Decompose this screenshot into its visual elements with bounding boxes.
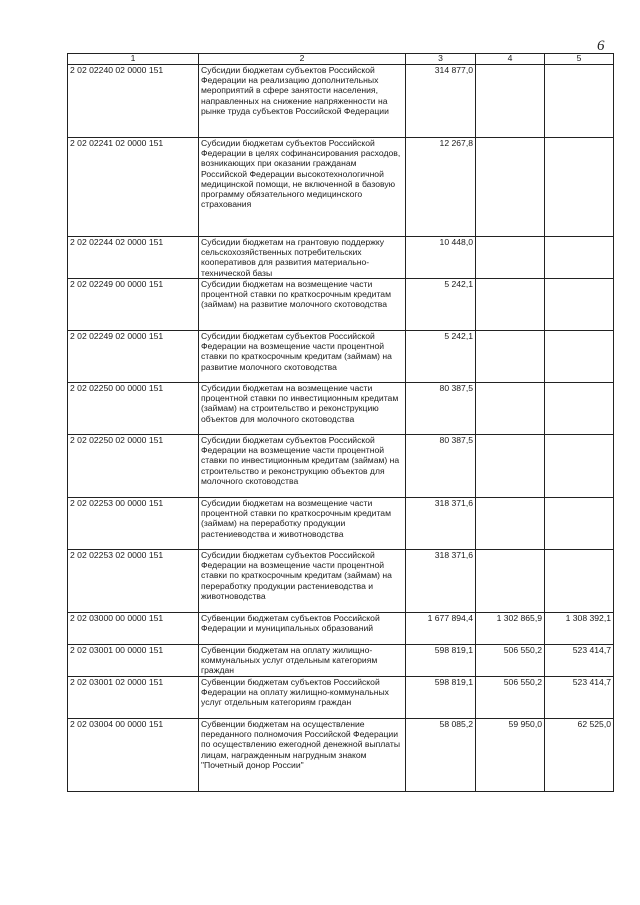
table-row: [68, 613, 614, 645]
column-header-1: 1: [68, 54, 199, 65]
revenue-code: 2 02 03001 00 0000 151: [68, 645, 199, 677]
amount-col3: 1 677 894,4: [406, 613, 476, 645]
amount-col4: [476, 237, 545, 279]
amount-col5: 523 414,7: [545, 645, 614, 677]
revenue-code: 2 02 03000 00 0000 151: [68, 613, 199, 645]
revenue-code: 2 02 02244 02 0000 151: [68, 237, 199, 279]
amount-col3: 5 242,1: [406, 331, 476, 383]
amount-col5: [545, 498, 614, 550]
revenue-name: Субвенции бюджетам субъектов Российской Федерации и муниципальных образований: [199, 613, 406, 645]
revenue-code: 2 02 02250 02 0000 151: [68, 435, 199, 498]
amount-col3: 5 242,1: [406, 279, 476, 331]
amount-col3: 318 371,6: [406, 498, 476, 550]
amount-col5: 523 414,7: [545, 677, 614, 719]
table-row: [68, 435, 614, 498]
amount-col4: 1 302 865,9: [476, 613, 545, 645]
revenue-name: Субсидии бюджетам субъектов Российской Федерации на возмещение части процентной ставки по инвестиционным кредитам (займам) на строительство и реконструкцию объектов для молочного скотоводства: [199, 435, 406, 498]
amount-col5: [545, 279, 614, 331]
amount-col4: 59 950,0: [476, 719, 545, 792]
revenue-code: 2 02 02249 00 0000 151: [68, 279, 199, 331]
amount-col5: 62 525,0: [545, 719, 614, 792]
column-header-5: 5: [545, 54, 614, 65]
column-header-3: 3: [406, 54, 476, 65]
table-row: [68, 65, 614, 138]
revenue-name: Субвенции бюджетам на оплату жилищно-коммунальных услуг отдельным категориям граждан: [199, 645, 406, 677]
revenue-name: Субсидии бюджетам субъектов Российской Федерации в целях софинансирования расходов, возникающих при оказании гражданам Российской Федерации высокотехнологичной медицинской помощи, не включенной в базовую программу обязательного медицинского страхования: [199, 138, 406, 237]
revenue-name: Субвенции бюджетам субъектов Российской Федерации на оплату жилищно-коммунальных услуг отдельным категориям граждан: [199, 677, 406, 719]
revenue-name: Субсидии бюджетам субъектов Российской Федерации на реализацию дополнительных мероприятий в сфере занятости населения, направленных на снижение напряженности на рынке труда субъектов Российской Федерации: [199, 65, 406, 138]
amount-col4: [476, 331, 545, 383]
revenue-code: 2 02 02240 02 0000 151: [68, 65, 199, 138]
amount-col4: [476, 383, 545, 435]
amount-col3: 10 448,0: [406, 237, 476, 279]
revenue-name: Субсидии бюджетам на возмещение части процентной ставки по инвестиционным кредитам (займам) на строительство и реконструкцию объектов для молочного скотоводства: [199, 383, 406, 435]
amount-col5: [545, 383, 614, 435]
amount-col3: 314 877,0: [406, 65, 476, 138]
amount-col3: 12 267,8: [406, 138, 476, 237]
table-row: [68, 645, 614, 677]
amount-col4: 506 550,2: [476, 677, 545, 719]
amount-col5: 1 308 392,1: [545, 613, 614, 645]
table-row: [68, 719, 614, 792]
amount-col4: [476, 550, 545, 613]
column-header-2: 2: [199, 54, 406, 65]
revenue-code: 2 02 03001 02 0000 151: [68, 677, 199, 719]
amount-col4: [476, 138, 545, 237]
amount-col5: [545, 138, 614, 237]
amount-col3: 80 387,5: [406, 383, 476, 435]
table-row: [68, 498, 614, 550]
revenue-name: Субсидии бюджетам на грантовую поддержку сельскохозяйственных потребительских кооперативов для развития материально-технической базы: [199, 237, 406, 279]
amount-col4: [476, 65, 545, 138]
amount-col3: 598 819,1: [406, 677, 476, 719]
revenue-name: Субсидии бюджетам на возмещение части процентной ставки по краткосрочным кредитам (займам) на переработку продукции растениеводства и животноводства: [199, 498, 406, 550]
revenue-code: 2 02 02253 00 0000 151: [68, 498, 199, 550]
table-row: [68, 677, 614, 719]
amount-col4: [476, 498, 545, 550]
amount-col5: [545, 65, 614, 138]
table-row: [68, 138, 614, 237]
amount-col4: [476, 279, 545, 331]
amount-col5: [545, 237, 614, 279]
revenue-code: 2 02 03004 00 0000 151: [68, 719, 199, 792]
revenue-name: Субсидии бюджетам субъектов Российской Федерации на возмещение части процентной ставки по краткосрочным кредитам (займам) на развитие молочного скотоводства: [199, 331, 406, 383]
revenue-name: Субсидии бюджетам субъектов Российской Федерации на возмещение части процентной ставки по краткосрочным кредитам (займам) на переработку продукции растениеводства и животноводства: [199, 550, 406, 613]
table-row: [68, 331, 614, 383]
revenue-code: 2 02 02249 02 0000 151: [68, 331, 199, 383]
table-header-row: [68, 54, 614, 65]
amount-col3: 80 387,5: [406, 435, 476, 498]
page-number: 6: [597, 38, 605, 54]
revenue-code: 2 02 02253 02 0000 151: [68, 550, 199, 613]
amount-col5: [545, 550, 614, 613]
table-row: [68, 279, 614, 331]
amount-col3: 318 371,6: [406, 550, 476, 613]
amount-col5: [545, 331, 614, 383]
budget-revenue-table: [67, 53, 614, 792]
amount-col4: [476, 435, 545, 498]
amount-col3: 598 819,1: [406, 645, 476, 677]
amount-col5: [545, 435, 614, 498]
table-row: [68, 237, 614, 279]
table-row: [68, 550, 614, 613]
revenue-code: 2 02 02241 02 0000 151: [68, 138, 199, 237]
revenue-name: Субсидии бюджетам на возмещение части процентной ставки по краткосрочным кредитам (займам) на развитие молочного скотоводства: [199, 279, 406, 331]
amount-col4: 506 550,2: [476, 645, 545, 677]
amount-col3: 58 085,2: [406, 719, 476, 792]
revenue-code: 2 02 02250 00 0000 151: [68, 383, 199, 435]
table-row: [68, 383, 614, 435]
revenue-name: Субвенции бюджетам на осуществление переданного полномочия Российской Федерации по осуществлению ежегодной денежной выплаты лицам, награжденным нагрудным знаком "Почетный донор России": [199, 719, 406, 792]
column-header-4: 4: [476, 54, 545, 65]
